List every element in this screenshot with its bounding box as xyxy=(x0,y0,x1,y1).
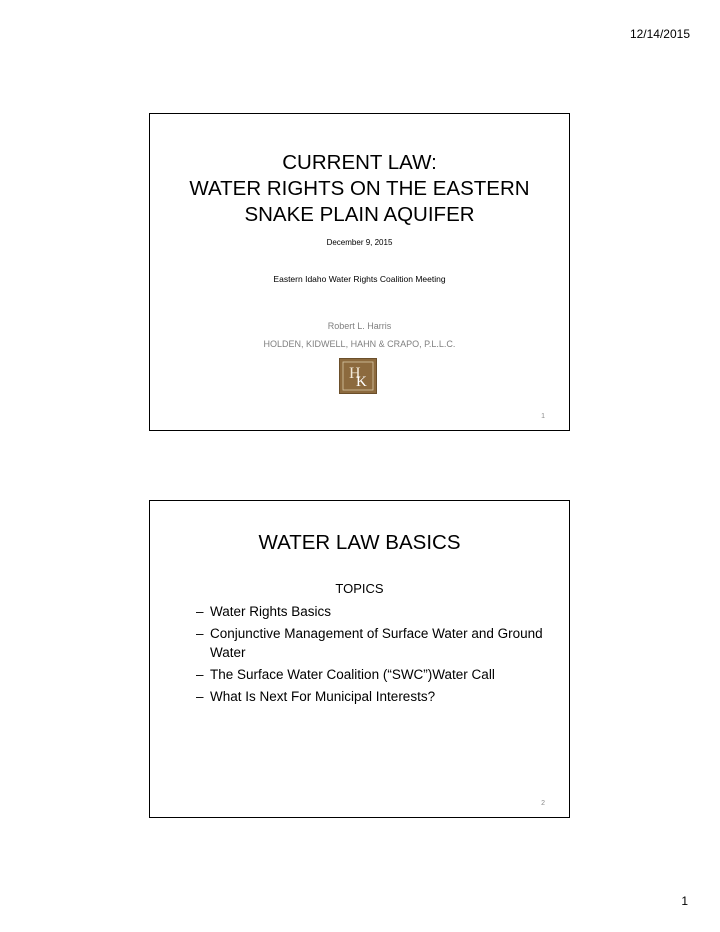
topic-item: – What Is Next For Municipal Interests? xyxy=(196,687,549,706)
slide-1-meeting: Eastern Idaho Water Rights Coalition Meeting xyxy=(273,274,446,284)
slide-2-number: 2 xyxy=(541,800,545,807)
svg-text:K: K xyxy=(356,374,367,390)
slide-2-topics-heading: TOPICS xyxy=(335,581,384,596)
slide-2 xyxy=(149,500,570,818)
topic-list xyxy=(196,602,549,709)
firm-logo-monogram xyxy=(340,359,376,393)
firm-logo xyxy=(339,358,377,394)
slide-1 xyxy=(149,113,570,431)
slide-1-title xyxy=(150,150,569,228)
svg-text:H: H xyxy=(349,365,361,382)
topic-item: – Water Rights Basics xyxy=(196,602,549,621)
page-number: 1 xyxy=(681,894,688,908)
topic-item: – Conjunctive Management of Surface Water and Ground Water xyxy=(196,624,549,662)
slide-2-title: WATER LAW BASICS xyxy=(258,531,461,554)
slide-1-title-line-3: SNAKE PLAIN AQUIFER xyxy=(244,203,475,226)
topic-item: – The Surface Water Coalition (“SWC”)Water Call xyxy=(196,665,549,684)
slide-1-presenter: Robert L. Harris xyxy=(327,321,392,331)
slide-1-firm: HOLDEN, KIDWELL, HAHN & CRAPO, P.L.L.C. xyxy=(263,339,456,349)
slide-1-title-line-2: WATER RIGHTS ON THE EASTERN xyxy=(189,177,530,200)
page-date: 12/14/2015 xyxy=(629,27,690,41)
slide-1-date: December 9, 2015 xyxy=(326,238,393,247)
slide-1-title-line-1: CURRENT LAW: xyxy=(282,151,437,174)
slide-1-number: 1 xyxy=(541,413,545,420)
